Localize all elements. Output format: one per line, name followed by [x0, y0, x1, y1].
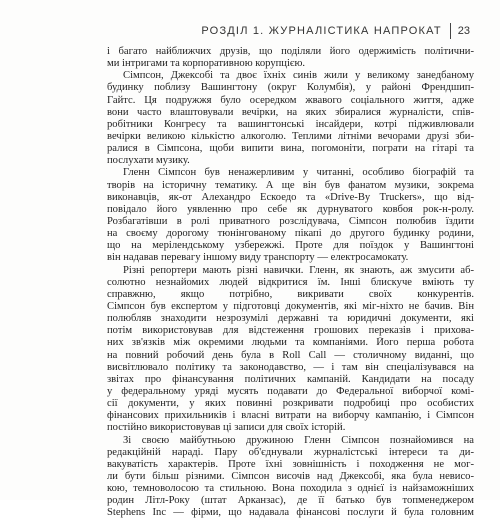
text-line: у федеральному уряді мусять подавати до Федеральної виборчої комі- — [107, 385, 474, 397]
text-line: вакуватість характерів. Проте їхні зовнішність і походження не мог- — [107, 458, 474, 470]
page-number: 23 — [457, 25, 470, 37]
text-line: послухати музику. — [107, 155, 190, 167]
text-line: виконавців, як-от Алехандро Ескоедо та «Drive-By Truckers», що від- — [107, 191, 474, 203]
text-line: Розбагатівши в ролі приватного розслідувача, Сімпсон полюбив їздити — [107, 215, 474, 227]
text-line: справжню, якщо потрібно, викривати своїх конкурентів. — [107, 288, 474, 300]
text-line: висвітлювало політику та законодавство, — і там він спеціалізувався на — [107, 361, 474, 373]
text-line: солютно незнайомих людей відкритися їм. Інші блискуче вміють ту — [107, 276, 474, 288]
text-line: творів на історичну тематику. А ще він був фанатом музики, зокрема — [107, 179, 474, 191]
body-text — [107, 46, 474, 519]
running-title: РОЗДІЛ 1. ЖУРНАЛІСТИКА НАПРОКАТ — [201, 25, 442, 37]
text-line: Сімпсон був експертом у підготовці документів, які міг-ніхто не бачив. Він — [107, 300, 474, 312]
text-line: полюбляв знаходити незрозумілі державні та юридичні документи, які — [107, 313, 474, 325]
text-line: що на мерілендському узбережжі. Проте для поїздок у Вашингтоні — [107, 240, 474, 252]
text-line: них зв'язків між окремими людьми та компаніями. Його перша робота — [107, 337, 474, 349]
text-line: Різні репортери мають різні навички. Гленн, як знають, аж змусити аб- — [123, 264, 474, 276]
text-line: ли бути більш різними. Сімпсон височів над Джексобі, яка була невисо- — [107, 470, 474, 482]
text-line: постійно використовував ці записи для своїх історій. — [107, 422, 346, 434]
text-line: потім використовував для відстеження грошових переказів і прихова- — [107, 325, 474, 337]
text-line: робітники Конгресу та вашингтонські інсайдери, котрі підживлювали — [107, 118, 474, 130]
text-line: фінансових прихильників і власні витрати на виборчу кампанію, і Сімпсон — [107, 410, 474, 422]
text-line: ми інтригами та корпоративною корупцією. — [107, 58, 306, 70]
text-line: Гайтс. Ця подружжя було осередком жвавого соціального життя, адже — [107, 94, 474, 106]
text-line: ралися в Сімпсона, щоби випити вина, погомоніти, пограти на гітарі та — [107, 143, 474, 155]
text-line: на повний робочий день була в Roll Call — столичному виданні, що — [107, 349, 474, 361]
text-line: Зі своєю майбутньою дружиною Гленн Сімпсон познайомився на — [123, 434, 474, 446]
text-line: і багато найближчих друзів, що поділяли його одержимість політични- — [107, 46, 474, 57]
header-divider — [450, 23, 451, 39]
text-line: родин Літл-Року (штат Арканзас), де її батько був топменеджером — [107, 495, 474, 507]
text-line: будинку поблизу Вашингтону (округ Колумбія), у районі Френдшип- — [107, 82, 474, 94]
text-line: редакційній нараді. Пару об'єднували журналістські інтереси та ди- — [107, 446, 474, 458]
text-line: кою, темноволосою та стильною. Вона походила з однієї із найзаможніших — [107, 483, 474, 495]
text-line: Stephens Inc — фірми, що надавала фінансові послуги й була головним — [107, 507, 474, 519]
text-line: звітах про фінансування політичних кампаній. Кандидати на посаду — [107, 373, 474, 385]
text-line: вони часто влаштовували вечірки, на яких збиралися журналісти, спів- — [107, 106, 474, 118]
text-line: повідало його уявленню про себе як дурнуватого ковбоя рок-н-ролу. — [107, 203, 474, 215]
text-line: вечірки великою кількістю алкоголю. Теплими літніми вечорами друзі зби- — [107, 130, 474, 142]
text-line: Гленн Сімпсон був ненажерливим у читанні, особливо біографій та — [123, 167, 474, 179]
text-line: він надавав перевагу іншому виду транспорту — електросамокату. — [107, 252, 409, 264]
text-line: на своєму дорогому тюнінгованому пікапі до другого будинку родини, — [107, 228, 474, 240]
running-header — [170, 23, 470, 39]
text-line: Сімпсон, Джексобі та двоє їхніх синів жили у великому занедбаному — [123, 70, 474, 82]
text-line: сії документи, у яких повинні розкривати подробиці про особистих — [107, 398, 474, 410]
